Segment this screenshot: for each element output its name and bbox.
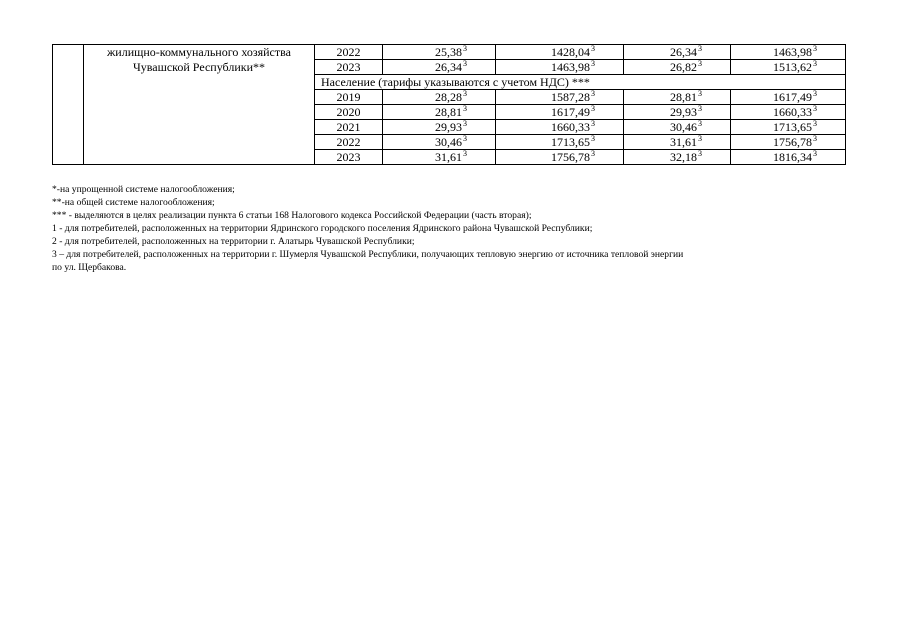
footnote: **-на общей системе налогообложения; — [52, 197, 215, 208]
value-cell: 1756,78$^3$ — [496, 150, 624, 165]
value-cell: 31,61$^3$ — [383, 150, 496, 165]
value-cell: 26,34$^3$ — [624, 45, 731, 60]
footnotes — [52, 183, 812, 274]
value-cell: 1816,34$^3$ — [731, 150, 846, 165]
consumer-description-cell — [84, 45, 315, 165]
value-cell: 1513,62$^3$ — [731, 60, 846, 75]
year-cell: 2023 — [315, 150, 383, 165]
value-cell: 32,18$^3$ — [624, 150, 731, 165]
table-row — [53, 45, 846, 60]
value-cell: 28,81$^3$ — [383, 105, 496, 120]
value-cell: 1617,49$^3$ — [731, 90, 846, 105]
value-cell: 28,28$^3$ — [383, 90, 496, 105]
year-cell: 2019 — [315, 90, 383, 105]
year-cell: 2023 — [315, 60, 383, 75]
value-cell: 1713,65$^3$ — [496, 135, 624, 150]
value-cell: 1660,33$^3$ — [731, 105, 846, 120]
value-cell: 1587,28$^3$ — [496, 90, 624, 105]
footnote: *** - выделяются в целях реализации пункта 6 статьи 168 Налогового кодекса Российской Федерации (часть вторая); — [52, 210, 532, 221]
footnote: 2 - для потребителей, расположенных на территории г. Алатырь Чувашской Республики; — [52, 236, 415, 247]
value-cell: 29,93$^3$ — [624, 105, 731, 120]
footnote: по ул. Щербакова. — [52, 262, 127, 273]
footnote: *-на упрощенной системе налогообложения; — [52, 184, 235, 195]
value-cell: 28,81$^3$ — [624, 90, 731, 105]
value-cell: 1713,65$^3$ — [731, 120, 846, 135]
description-line: Чувашской Республики** — [132, 60, 266, 74]
year-cell: 2022 — [315, 135, 383, 150]
number-column-cell — [53, 45, 84, 165]
description-line: жилищно-коммунального хозяйства — [107, 45, 291, 59]
value-cell: 26,82$^3$ — [624, 60, 731, 75]
footnote: 1 - для потребителей, расположенных на территории Ядринского городского поселения Ядринского района Чувашской Республики; — [52, 223, 593, 234]
tariff-table — [52, 44, 846, 165]
value-cell: 1463,98$^3$ — [731, 45, 846, 60]
value-cell: 1660,33$^3$ — [496, 120, 624, 135]
value-cell: 25,38$^3$ — [383, 45, 496, 60]
year-cell: 2022 — [315, 45, 383, 60]
value-cell: 31,61$^3$ — [624, 135, 731, 150]
year-cell: 2020 — [315, 105, 383, 120]
value-cell: 30,46$^3$ — [624, 120, 731, 135]
value-cell: 30,46$^3$ — [383, 135, 496, 150]
value-cell: 29,93$^3$ — [383, 120, 496, 135]
value-cell: 1428,04$^3$ — [496, 45, 624, 60]
value-cell: 26,34$^3$ — [383, 60, 496, 75]
value-cell: 1463,98$^3$ — [496, 60, 624, 75]
year-cell: 2021 — [315, 120, 383, 135]
value-cell: 1617,49$^3$ — [496, 105, 624, 120]
section-header: Население (тарифы указываются с учетом НДС) *** — [315, 75, 846, 90]
value-cell: 1756,78$^3$ — [731, 135, 846, 150]
footnote: 3 – для потребителей, расположенных на территории г. Шумерля Чувашской Республики, получающих тепловую энергию от источника тепловой энергии — [52, 249, 684, 260]
